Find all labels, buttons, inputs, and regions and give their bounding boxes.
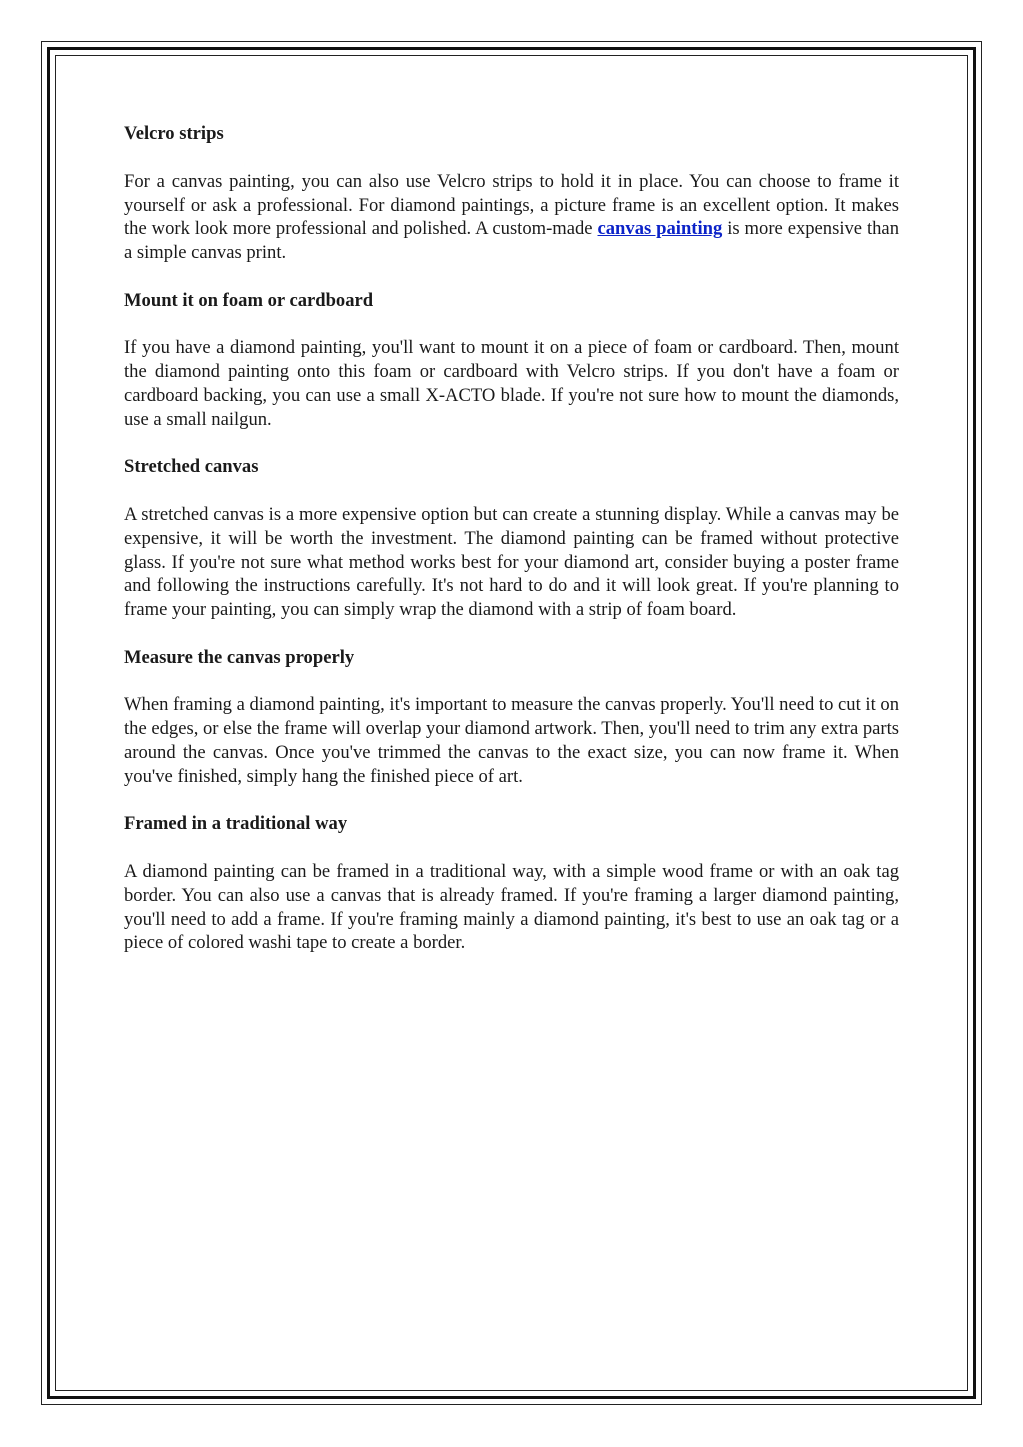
section-paragraph: A diamond painting can be framed in a traditional way, with a simple wood frame or with an oak tag border. You can also use a canvas that is already framed. If you're framing a larger diamond painting, you'll need to add a frame. If you're framing mainly a diamond painting, it's best to use an oak tag or a piece of colored washi tape to create a border. — [124, 860, 899, 954]
section-paragraph: If you have a diamond painting, you'll want to mount it on a piece of foam or cardboard. Then, mount the diamond painting onto this foam or cardboard with Velcro strips. If you don't have a foam or cardboard backing, you can use a small X-ACTO blade. If you're not sure how to mount the diamonds, use a small nailgun. — [124, 337, 899, 430]
canvas-painting-link[interactable]: canvas painting — [597, 218, 723, 240]
section-heading: Framed in a traditional way — [124, 813, 348, 835]
section-paragraph: A stretched canvas is a more expensive option but can create a stunning display. While a canvas may be expensive, it will be worth the investment. The diamond painting can be framed without protective glass. If you're not sure what method works best for your diamond art, consider buying a poster frame and following the instructions carefully. It's not hard to do and it will look great. If you're planning to frame your painting, you can simply wrap the diamond with a strip of foam board. — [124, 503, 899, 621]
section-velcro-strips — [124, 122, 899, 265]
section-heading: Velcro strips — [124, 123, 224, 144]
section-mount-foam-cardboard — [124, 289, 899, 432]
section-heading: Stretched canvas — [124, 456, 259, 478]
paragraph-text: is more expensive than a simple canvas print. — [124, 218, 899, 264]
paragraph-text: For a canvas painting, you can also use Velcro strips to hold it in place. You can choose to frame it yourself or ask a professional. For diamond paintings, a picture frame is an excellent option. It makes the work look more professional and polished. A custom-made — [124, 170, 899, 240]
section-framed-traditional — [124, 812, 899, 955]
section-paragraph: When framing a diamond painting, it's important to measure the canvas properly. You'll need to cut it on the edges, or else the frame will overlap your diamond artwork. Then, you'll need to trim any extra parts around the canvas. Once you've trimmed the canvas to the exact size, you can now frame it. When you've finished, simply hang the finished piece of art. — [124, 694, 899, 787]
section-heading: Mount it on foam or cardboard — [124, 289, 374, 311]
section-heading: Measure the canvas properly — [124, 646, 355, 668]
section-stretched-canvas — [124, 455, 899, 622]
section-measure-canvas — [124, 646, 899, 789]
document-body — [124, 122, 899, 979]
section-paragraph — [124, 170, 899, 265]
